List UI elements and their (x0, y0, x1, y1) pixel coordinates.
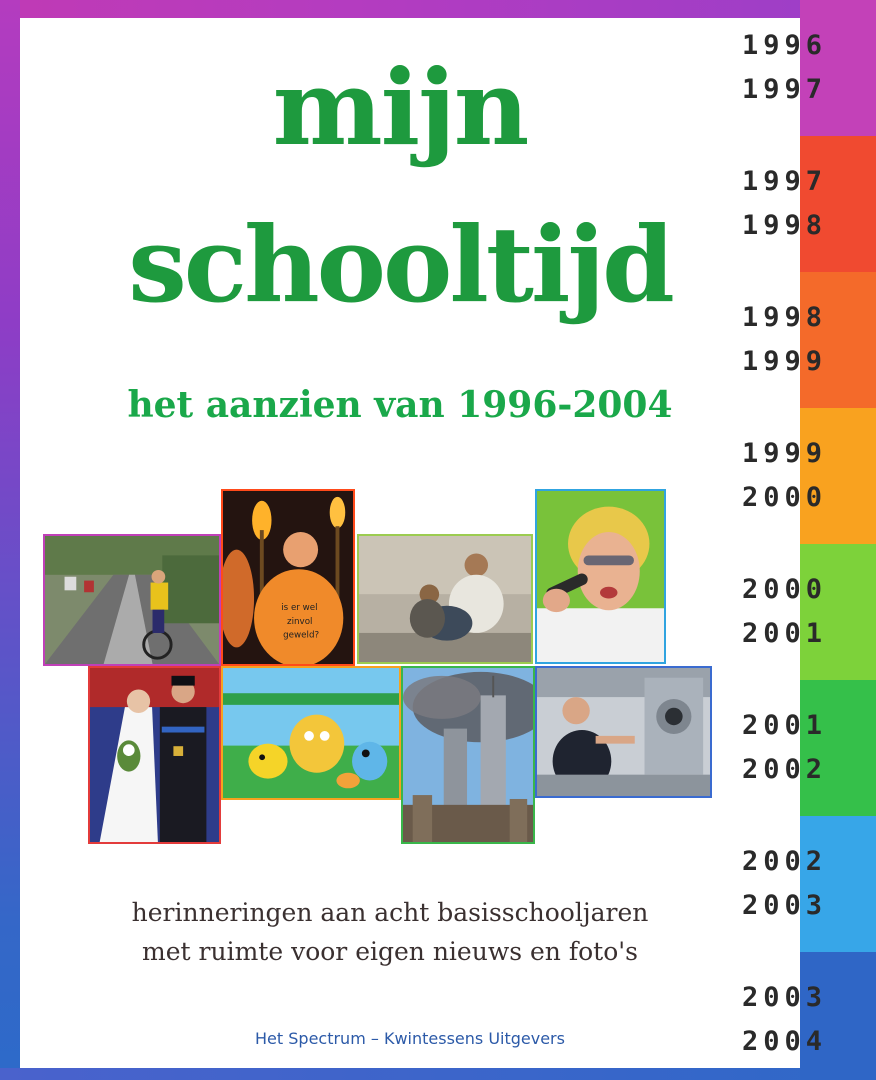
title-line-1: mijn (272, 46, 528, 169)
year-label: 1999 (742, 438, 828, 469)
year-label: 2001 (742, 618, 828, 649)
photo-royal-wedding (88, 666, 221, 844)
subtitle: het aanzien van 1996-2004 (127, 384, 673, 426)
frame-left (0, 0, 20, 1080)
tagline-line-1: herinneringen aan acht basisschooljaren (131, 898, 649, 927)
year-label: 2000 (742, 482, 828, 513)
year-label: 2000 (742, 574, 828, 605)
year-list (742, 0, 862, 1080)
photo-cyclist (43, 534, 221, 666)
year-label: 1997 (742, 166, 828, 197)
photo-wall-shelter (357, 534, 533, 664)
photo-torch-march (221, 489, 355, 666)
publisher: Het Spectrum – Kwintessens Uitgevers (255, 1029, 565, 1048)
title-line-2: schooltijd (128, 203, 672, 326)
photo-space-station (535, 666, 712, 798)
photo-pokemon (221, 666, 401, 800)
year-label: 1997 (742, 74, 828, 105)
year-label: 2001 (742, 710, 828, 741)
sign-text-1: is er wel (281, 603, 318, 614)
year-label: 2002 (742, 846, 828, 877)
year-label: 1999 (742, 346, 828, 377)
sign-text-3: geweld? (283, 630, 320, 641)
year-label: 1998 (742, 210, 828, 241)
year-label: 2004 (742, 1026, 828, 1057)
tagline-line-2: met ruimte voor eigen nieuws en foto's (142, 937, 638, 966)
year-label: 2003 (742, 982, 828, 1013)
photo-singer (535, 489, 666, 664)
photo-twin-towers (401, 666, 535, 844)
sign-text-2: zinvol (287, 616, 313, 627)
year-label: 1998 (742, 302, 828, 333)
year-label: 1996 (742, 30, 828, 61)
year-label: 2002 (742, 754, 828, 785)
year-label: 2003 (742, 890, 828, 921)
